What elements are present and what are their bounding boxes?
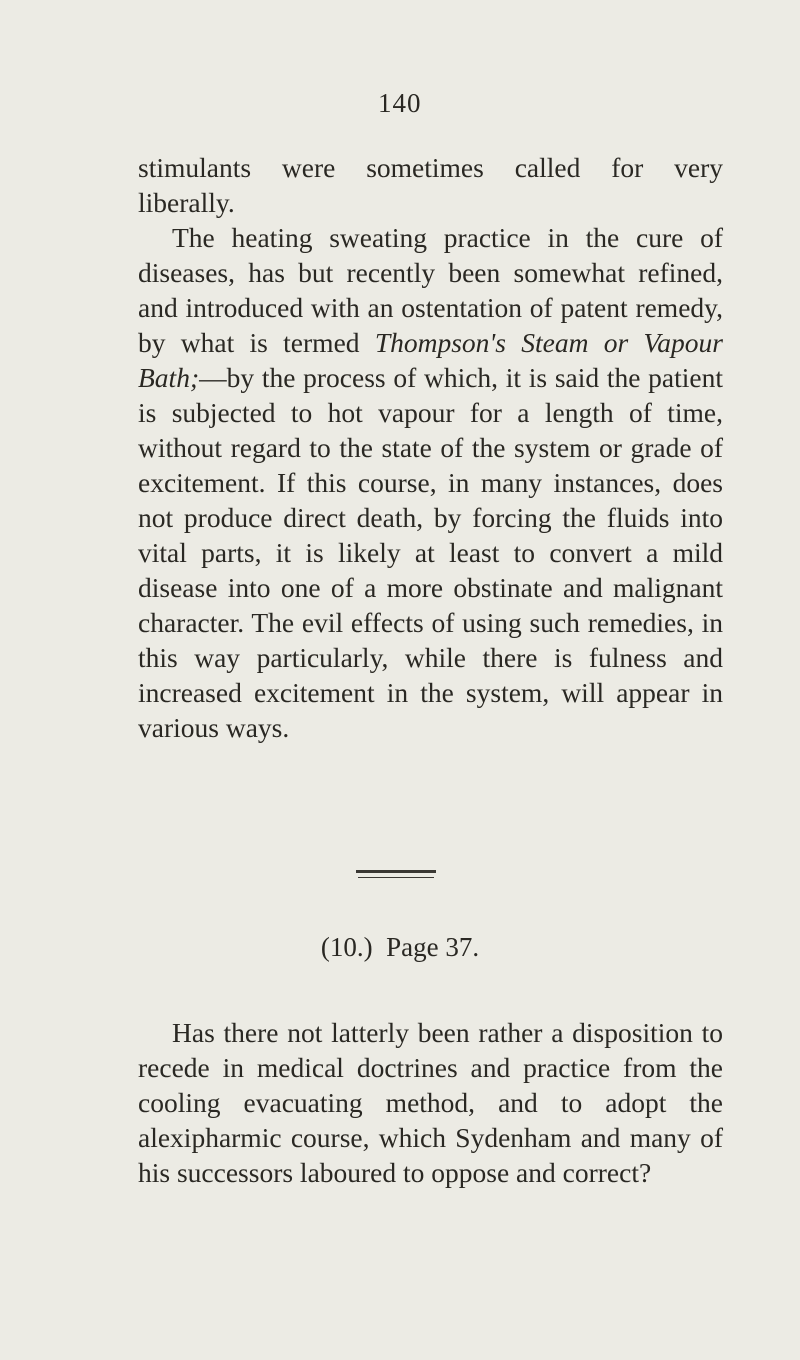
- body-text-top: [138, 150, 723, 745]
- paragraph-steam-bath: [138, 220, 723, 745]
- section-divider: [356, 870, 436, 873]
- paragraph-question: Has there not latterly been rather a disposition to recede in medical doctrines and practice from the cooling evacuating method, and to adopt the alexipharmic course, which Sydenham and many of his successors laboured to oppose and correct?: [138, 1017, 723, 1188]
- body-text-bottom: [138, 1015, 723, 1190]
- section-heading: (10.) Page 37.: [320, 932, 480, 962]
- paragraph-text-a: The heating sweating practice in the cure of diseases, has but recently been somewhat refined, and introduced with an ostentation of patent remedy, by what is termed: [138, 222, 723, 358]
- continued-line-end: liberally.: [138, 187, 235, 218]
- italic-term: Thompson's Steam or Vapour Bath;: [138, 327, 723, 393]
- page-number: 140: [378, 88, 422, 118]
- continued-line: stimulants were sometimes called for very: [138, 152, 723, 183]
- section-divider-thin: [358, 877, 434, 878]
- paragraph-text-b: —by the process of which, it is said the patient is subjected to hot vapour for a length of time, without regard to the state of the system or grade of excitement. If this course, in many instances, does not produce direct death, by forcing the fluids into vital parts, it is likely at least to convert a mild disease into one of a more obstinate and malignant character. The evil effects of using such remedies, in this way particularly, while there is fulness and increased excitement in the system, will appear in various ways.: [138, 362, 723, 743]
